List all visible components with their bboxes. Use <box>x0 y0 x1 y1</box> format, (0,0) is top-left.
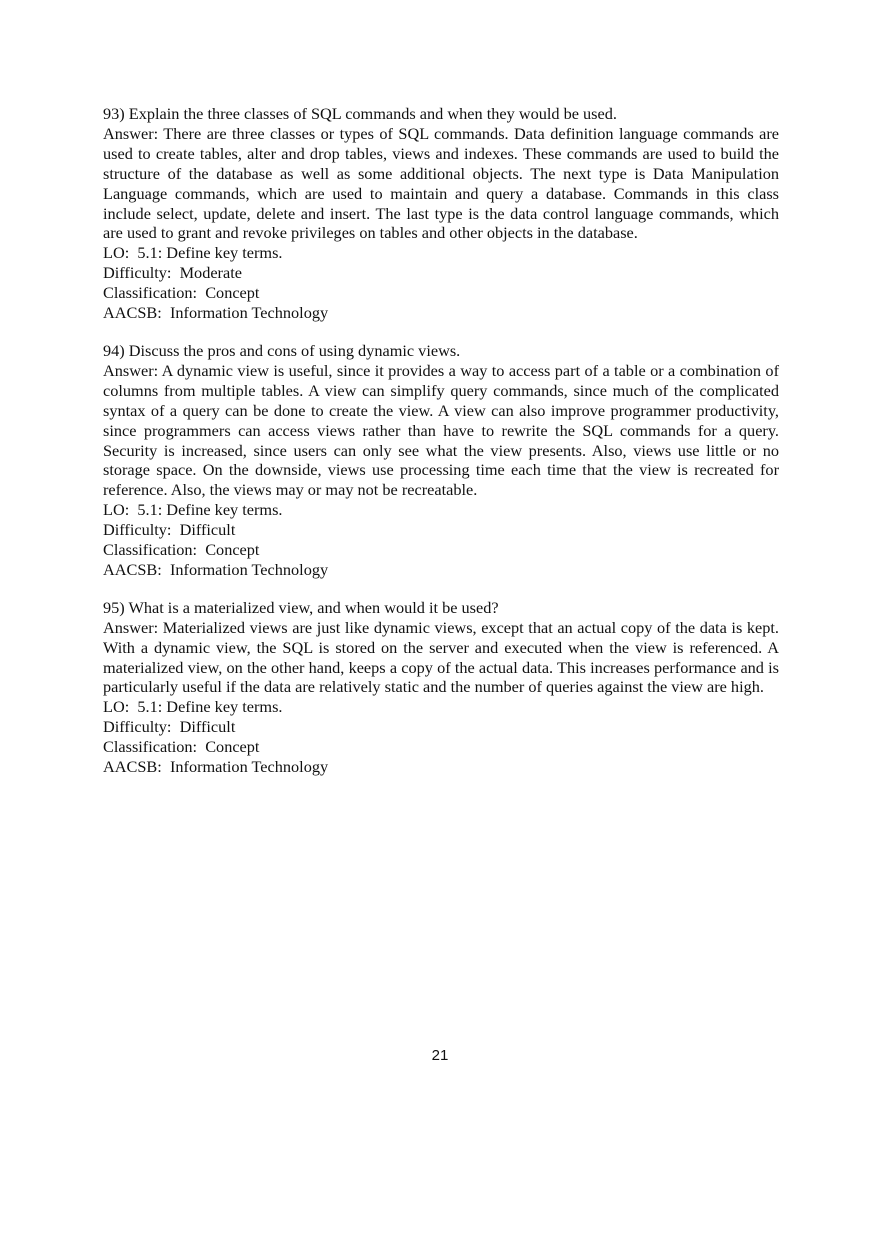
classification: Classification: Concept <box>103 737 260 757</box>
learning-objective: LO: 5.1: Define key terms. <box>103 697 283 717</box>
classification: Classification: Concept <box>103 540 260 560</box>
question-text: 95) What is a materialized view, and when would it be used? <box>103 597 499 617</box>
question-block-94 <box>103 341 779 580</box>
difficulty: Difficulty: Difficult <box>103 717 236 737</box>
answer-text: Answer: A dynamic view is useful, since it provides a way to access part of a table or a combination of columns from multiple tables. A view can simplify query commands, since much of the complicated syntax of a query can be done to create the view. A view can also improve programmer productivity, since programmers can access views rather than have to rewrite the SQL commands for a query. Security is increased, since users can only see what the view presents. Also, views use little or no storage space. On the downside, views use processing time each time that the view is recreated for reference. Also, the views may or may not be recreatable. <box>103 360 779 500</box>
aacsb: AACSB: Information Technology <box>103 757 329 777</box>
learning-objective: LO: 5.1: Define key terms. <box>103 500 283 520</box>
aacsb: AACSB: Information Technology <box>103 303 329 323</box>
difficulty: Difficulty: Moderate <box>103 263 242 283</box>
learning-objective: LO: 5.1: Define key terms. <box>103 243 283 263</box>
question-text: 94) Discuss the pros and cons of using dynamic views. <box>103 340 461 360</box>
answer-text: Answer: There are three classes or types of SQL commands. Data definition language commands are used to create tables, alter and drop tables, views and indexes. These commands are used to build the structure of the database as well as some additional objects. The next type is Data Manipulation Language commands, which are used to maintain and query a database. Commands in this class include select, update, delete and insert. The last type is the data control language commands, which are used to grant and revoke privileges on tables and other objects in the database. <box>103 123 779 243</box>
question-block-93 <box>103 104 779 323</box>
answer-text: Answer: Materialized views are just like dynamic views, except that an actual copy of the data is kept. With a dynamic view, the SQL is stored on the server and executed when the view is referenced. A materialized view, on the other hand, keeps a copy of the actual data. This increases performance and is particularly useful if the data are relatively static and the number of queries against the view are high. <box>103 617 779 697</box>
classification: Classification: Concept <box>103 283 260 303</box>
question-text: 93) Explain the three classes of SQL commands and when they would be used. <box>103 104 617 123</box>
document-page <box>103 104 779 795</box>
page-number: 21 <box>431 1047 449 1064</box>
difficulty: Difficulty: Difficult <box>103 520 236 540</box>
aacsb: AACSB: Information Technology <box>103 559 329 579</box>
question-block-95 <box>103 598 779 777</box>
